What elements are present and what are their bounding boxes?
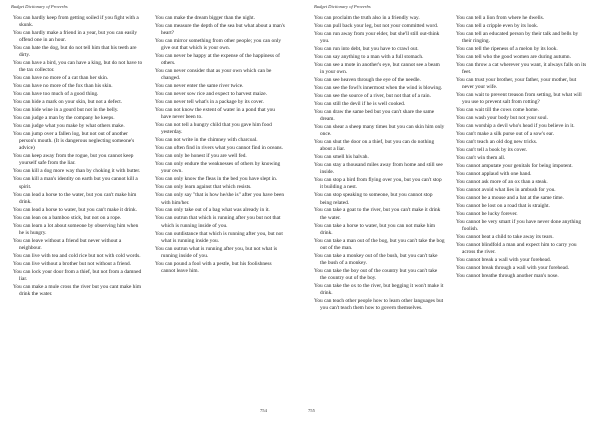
proverb-entry: You can proclaim the truth also in a friendly way. <box>314 15 420 21</box>
proverb-entry: You can take a horse to water, but you can not make him drink. <box>314 222 436 236</box>
proverb-entry: You cannot blindfold a man and expect him to carry you across the river. <box>456 242 577 256</box>
running-head: Budget Dictionary of Proverbs <box>314 4 371 9</box>
proverb-entry: You can only say "that is how he/she is" after you have been with him/her. <box>155 192 285 206</box>
proverb-entry: You can pound a fool with a pestle, but his foolishness cannot leave him. <box>155 260 272 274</box>
right-page <box>300 0 600 424</box>
proverb-entry: You can take a goat to the river, but you can't make it drink the water. <box>314 207 441 221</box>
proverb-entry: You can take a man out of the bog, but you can't take the bog out of the man. <box>314 237 445 251</box>
proverb-entry: You can see heaven through the eye of the needle. <box>314 77 421 84</box>
proverb-entry: You can wait to prevent treason from setting, but what will you use to prevent salt from rotting? <box>456 92 582 106</box>
proverb-entry: You can only know the fleas in the bed you have slept in. <box>155 176 278 183</box>
proverb-entry: You can kill a man's identity on earth but you cannot kill a spirit. <box>13 176 138 190</box>
proverb-entry: You cannot be lucky forever. <box>456 211 518 218</box>
proverb-entry: You can tell who the good women are during autumn. <box>456 54 571 61</box>
proverb-entry: You can make a mule cross the river but you cant make him drink the water. <box>13 283 141 297</box>
proverb-entry: You can see the fowl's innermost when the wind is blowing. <box>314 85 443 92</box>
proverb-entry: You can have no more of the fox than his skin. <box>13 83 113 90</box>
proverb-entry: You can leave without a friend but never without a neighbour. <box>13 237 122 251</box>
proverb-entry: You can live with tea and cold rice but not with cold words. <box>13 252 141 259</box>
proverb-entry: You can lean on a bamboo stick, but not on a rope. <box>13 214 122 221</box>
proverb-entry: You can lead a horse to the water, but you can't make him drink. <box>13 191 137 205</box>
proverb-entry: You can have too much of a good thing. <box>13 91 99 98</box>
proverb-entry: You can't teach an old dog new tricks. <box>456 139 538 146</box>
proverb-entry: You can see a mote in another's eye, but cannot see a beam in your own. <box>314 62 440 76</box>
proverb-entry: You can only learn against that which resists. <box>155 184 252 191</box>
proverb-entry: You can tell an educated person by their talk and bells by their ringing. <box>456 30 579 45</box>
proverb-entry: You can only take out of a bag what was already in it. <box>155 207 270 214</box>
running-head: Budget Dictionary of Proverbs <box>11 4 68 9</box>
proverb-entry: You can never tell what's in a package by its cover. <box>155 99 264 106</box>
proverb-entry: You can hardly keep from getting soiled if you fight with a skunk. <box>13 15 139 29</box>
proverb-entry: You can never sow rice and expect to harvest maize. <box>155 91 267 98</box>
proverb-entry: You can take the ox to the river, but begging it won't make it drink. <box>314 282 444 296</box>
proverb-entry: You can still the devil if he is well cooked. <box>314 101 406 108</box>
proverb-entry: You can stop a bird from flying over you, but you can't stop it building a nest. <box>314 177 442 191</box>
proverb-entry: You can judge a man by the company he keeps. <box>13 115 115 122</box>
proverb-entry: You can tell a cripple even by its look. <box>456 22 539 29</box>
proverb-entry: You can keep away from the rogue, but you cannot keep yourself safe from the liar. <box>13 153 134 167</box>
proverb-entry: You can never consider that as your own which can be changed. <box>155 68 272 82</box>
proverb-entry: You can not write in the chimney with charcoal. <box>155 137 258 144</box>
proverb-entry: You can't win them all. <box>456 155 506 162</box>
proverb-entry: You can only endure the weaknesses of others by knowing your own. <box>155 161 281 175</box>
page-number: 755 <box>308 408 315 413</box>
proverb-entry: You can throw a cat wherever you want, it always falls on its feet. <box>456 62 587 76</box>
proverb-entry: You cannot ask more of an ox than a steak. <box>456 179 548 186</box>
proverb-entry: You can live without a brother but not without a friend. <box>13 260 132 267</box>
proverb-entry: You can smell his halvah. <box>314 154 369 161</box>
proverb-entry: You can say anything to a man with a full stomach. <box>314 54 424 61</box>
proverb-entry: You can not know the extent of water in a pond that you have never been to. <box>155 107 275 121</box>
proverb-entry: You can hate the dog, but do not tell him that his teeth are dirty. <box>13 45 137 59</box>
proverb-entry: You can run into debt, but you have to crawl out. <box>314 46 419 53</box>
proverb-entry: You can shut the door on a thief, but you can do nothing about a liar. <box>314 139 435 153</box>
proverb-entry: You can never be happy at the expense of the happiness of others. <box>155 53 280 67</box>
proverb-entry: You cannot avoid what lies in ambush for you. <box>456 187 556 194</box>
proverb-entry: You can lead a horse to water, but you can't make it drink. <box>13 206 137 213</box>
proverb-entry: You cannot be a mouse and a bat at the same time. <box>456 195 564 202</box>
proverb-entry: You can worship a devil who's head if you believe in it. <box>456 123 575 130</box>
proverb-entry: You can not tell a hungry child that you gave him food yesterday. <box>155 122 272 136</box>
proverb-entry: You can wait till the cows come home. <box>456 107 539 114</box>
proverb-entry: You can measure the depth of the sea but what about a man's heart? <box>155 22 285 37</box>
proverb-entry: You can trust your brother, your father, your mother, but never your wife. <box>456 77 577 91</box>
proverb-entry: You can have no more of a cat than her skin. <box>13 75 109 82</box>
proverb-entry: You can mirror something from other people; you can only give out that which is your own. <box>155 38 282 52</box>
proverb-entry: You can shear a sheep many times but you can skin him only once. <box>314 124 445 138</box>
proverb-entry: You can't tell a book by its cover. <box>456 147 528 154</box>
proverb-entry: You can't make a silk purse out of a sow's ear. <box>456 131 554 138</box>
proverb-entry: You can only be honest if you are well fed. <box>155 153 247 160</box>
proverb-entry: You can kill a dog more way than by choking it with butter. <box>13 168 141 175</box>
proverb-entry: You can see the source of a river, but not that of a rain. <box>314 93 431 100</box>
proverb-entry: You can tell the ripeness of a melon by its look. <box>456 46 558 53</box>
proverb-entry: You cannot beat a child to take away its tears. <box>456 234 554 241</box>
proverb-entry: You can hardly make a friend in a year, but you can easily offend one in an hour. <box>13 30 138 44</box>
proverb-entry: You can outdistance that which is running after you, but not what is running inside you. <box>155 230 283 244</box>
proverb-entry: You can pull back your leg, but not your committed word. <box>314 22 439 29</box>
proverb-entry: You cannot amputate your genitals for being impotent. <box>456 163 573 170</box>
proverb-entry: You can hide wine in a gourd but not in the belly. <box>13 107 119 114</box>
proverb-entry: You can never enter the same river twice. <box>155 83 244 90</box>
proverb-entry: You can stop speaking to someone, but you cannot stop being related. <box>314 192 433 206</box>
proverb-entry: You can jump over a fallen log, but not out of another person's mouth. (It is dangerous neglecting someone's advice) <box>13 131 135 152</box>
proverb-entry: You can have a bird, you can have a king, but do not have to the tax collector. <box>13 60 143 74</box>
proverb-entry: You can outrun what is running after you, but not what is running inside of you. <box>155 245 278 259</box>
proverb-entry: You cannot break through a wall with your forehead. <box>456 265 569 272</box>
proverb-entry: You can learn a lot about someone by observing him when he is hungry. <box>13 222 139 236</box>
proverb-column-right <box>155 15 286 276</box>
proverb-entry: You cannot break a wall with your forehead. <box>456 257 552 264</box>
proverb-entry: You can draw the same bed but you can't share the same dream. <box>314 109 435 123</box>
proverb-entry: You can wash your body but not your soul. <box>456 115 548 122</box>
proverb-entry: You can hide a mark on your skin, but not a defect. <box>13 99 123 106</box>
proverb-entry: You can outrun that which is running after you but not that which is running inside of you. <box>155 215 281 229</box>
proverb-column-left <box>13 15 144 299</box>
proverb-entry: You cannot breathe through another man's nose. <box>456 273 559 280</box>
proverb-entry: You can run away from your elder, but she'll still out-think you. <box>314 30 440 45</box>
proverb-entry: You can take the boy out of the country but you can't take the country out of the boy. <box>314 267 438 281</box>
proverb-column-right <box>456 15 587 281</box>
proverb-entry: You can teach other people how to learn other languages but you can't teach them how to govern themselves. <box>314 297 444 312</box>
page-number: 754 <box>260 408 267 413</box>
proverb-entry: You can often find in rivers what you cannot find in oceans. <box>155 145 283 152</box>
proverb-entry: You can judge what you make by what others make. <box>13 123 125 130</box>
proverb-entry: You can lock your door from a thief, but not from a damned liar. <box>13 268 142 282</box>
proverb-entry: You can make the dream bigger than the night. <box>155 15 255 21</box>
proverb-entry: You can take a monkey out of the bush, but you can't take the bush of a monkey. <box>314 252 438 266</box>
proverb-entry: You cannot applaud with one hand. <box>456 171 532 178</box>
proverb-entry: You cannot be very smart if you have never done anything foolish. <box>456 219 582 233</box>
proverb-entry: You cannot be lost on a road that is straight. <box>456 203 550 210</box>
proverb-entry: You can tell a lion from where he dwells. <box>456 15 545 21</box>
proverb-column-left <box>314 15 445 313</box>
proverb-entry: You can stay a thousand miles away from home and still see inside. <box>314 162 443 176</box>
